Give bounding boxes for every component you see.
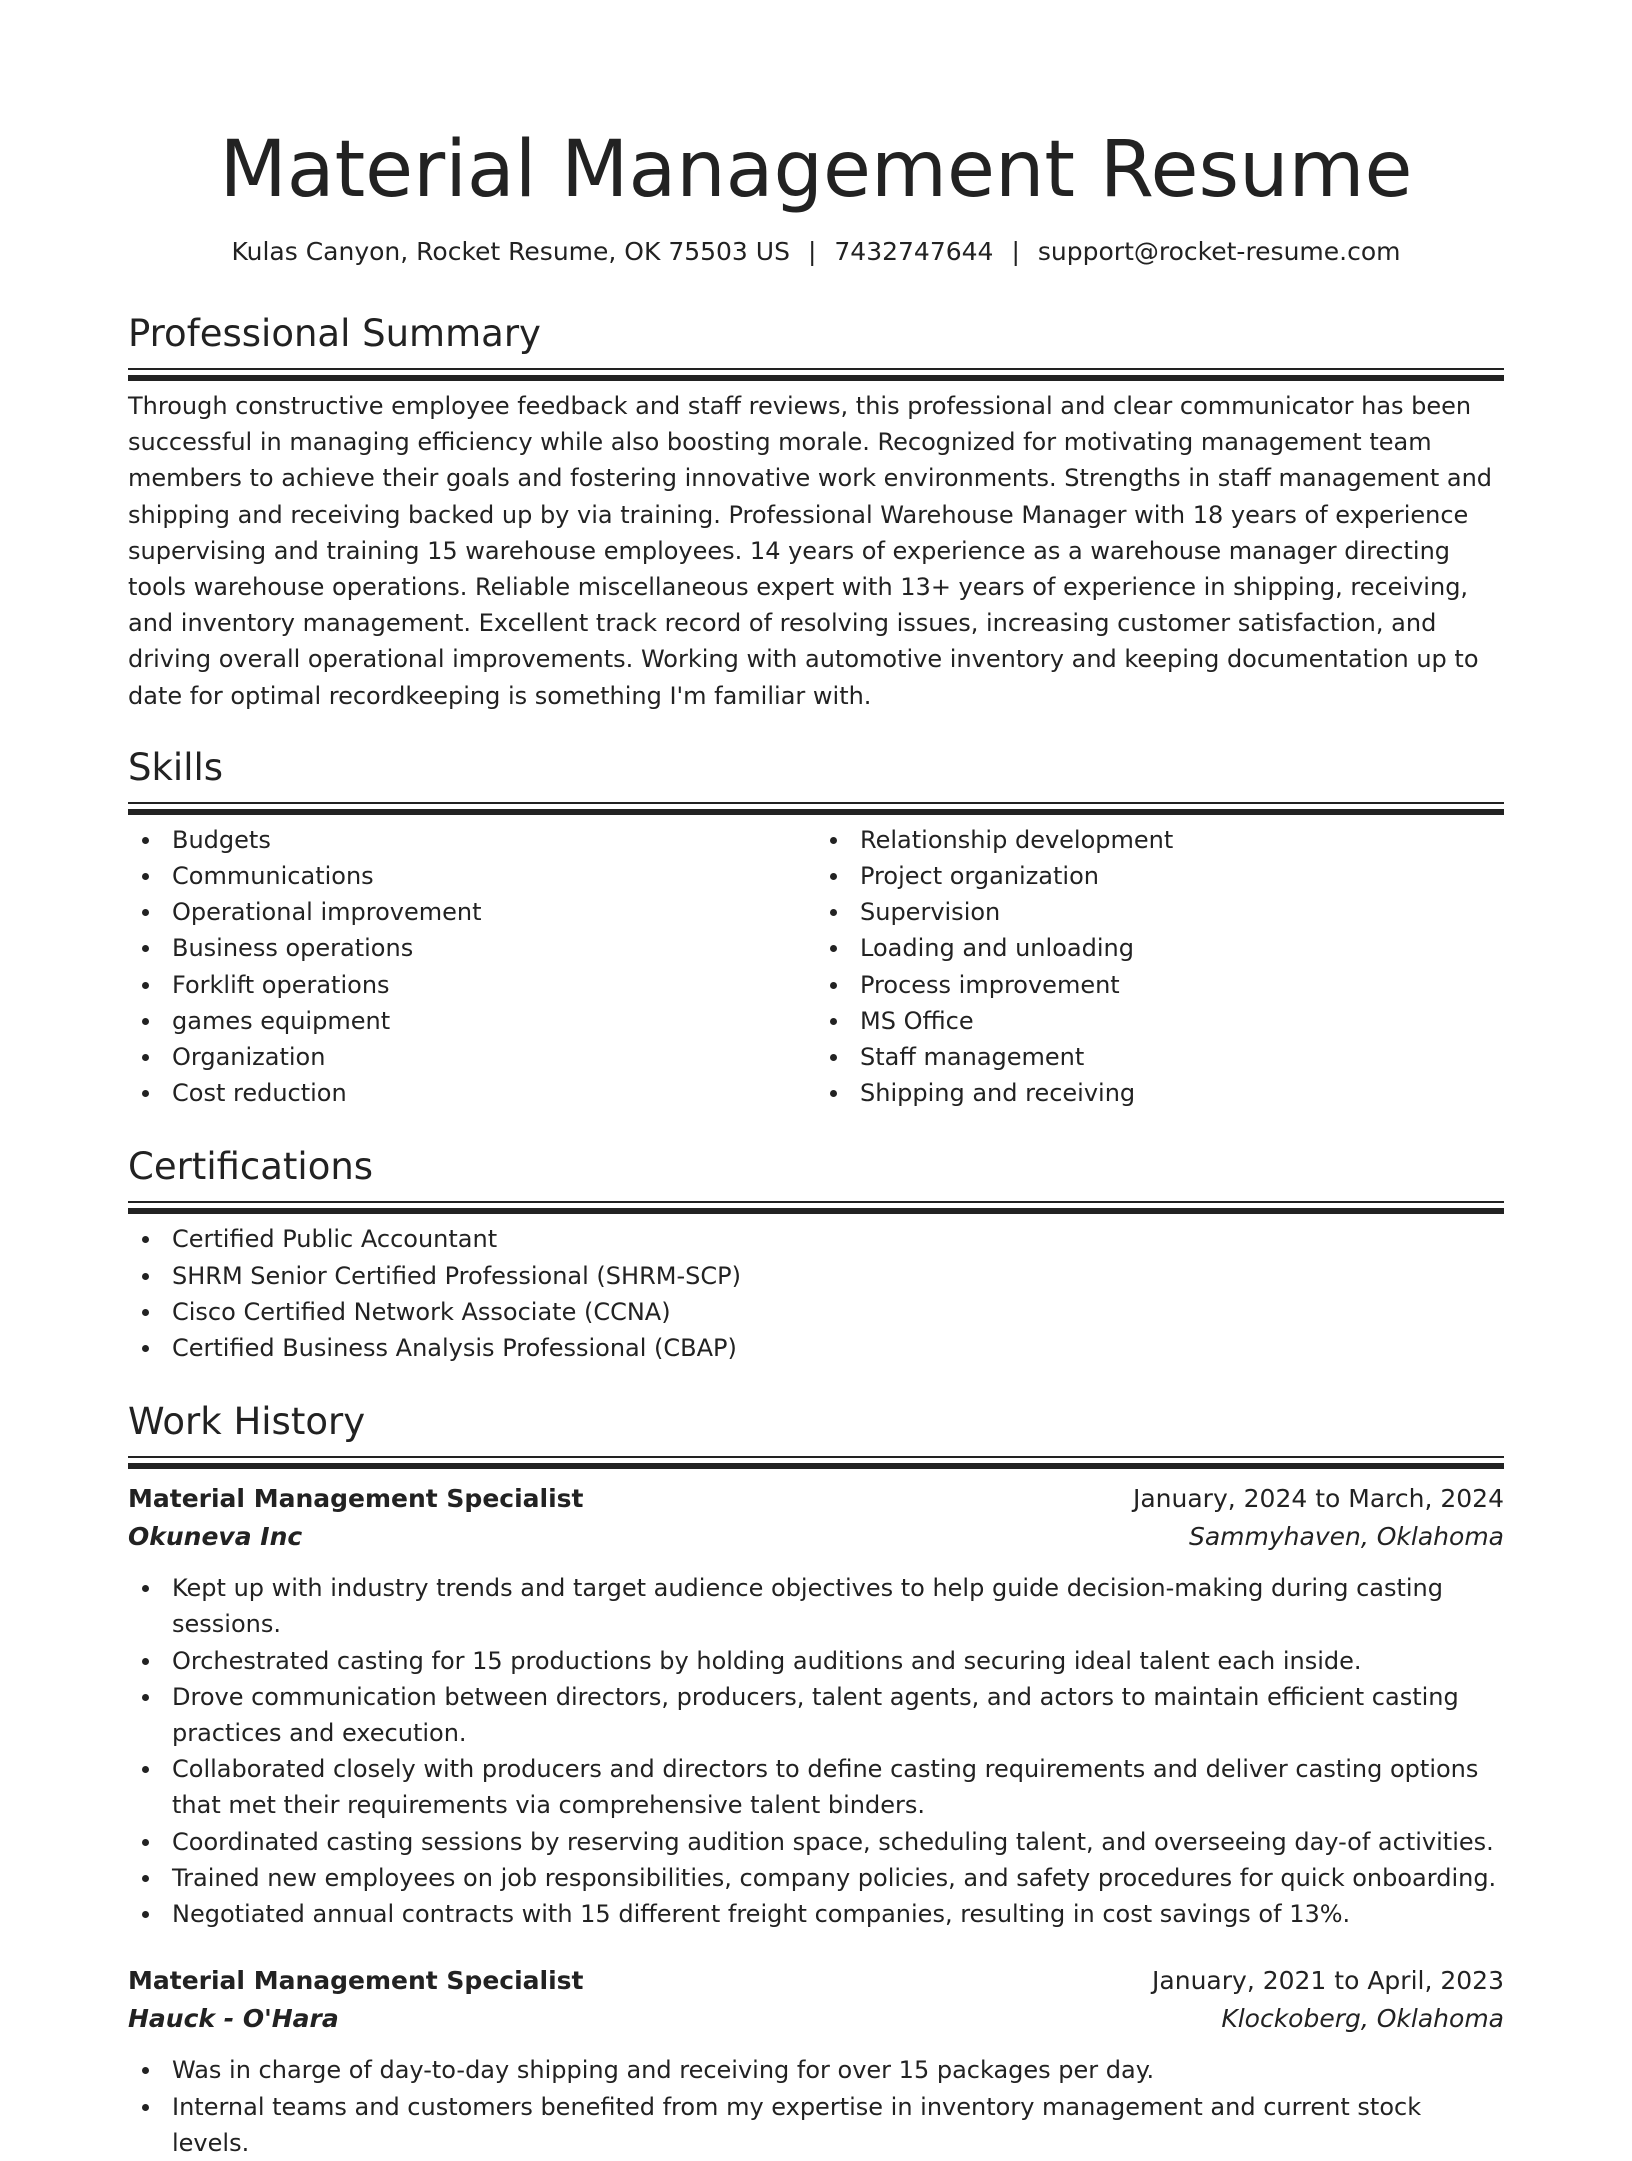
contact-address: Kulas Canyon, Rocket Resume, OK 75503 US	[231, 237, 790, 266]
job-dates: January, 2024 to March, 2024	[1132, 1484, 1504, 1514]
skill-item: Process improvement	[816, 967, 1504, 1003]
section-title-certifications: Certifications	[128, 1145, 374, 1189]
summary-section	[128, 310, 1504, 714]
job-header-row	[128, 1962, 1504, 2000]
resume-title: Material Management Resume	[219, 125, 1413, 215]
job-bullets	[128, 1570, 1504, 1932]
skill-item: games equipment	[128, 1003, 816, 1039]
skill-item: Shipping and receiving	[816, 1075, 1504, 1111]
skill-item: Staff management	[816, 1039, 1504, 1075]
job-title: Material Management Specialist	[128, 1484, 584, 1514]
job-company: Okuneva Inc	[128, 1522, 303, 1552]
job-bullet: Coordinated casting sessions by reserving audition space, scheduling talent, and overseeing day-of activities.	[128, 1824, 1504, 1860]
certifications-section	[128, 1143, 1504, 1366]
skills-section	[128, 744, 1504, 1112]
certification-item: Certified Business Analysis Professional (CBAP)	[128, 1330, 1504, 1366]
work-section	[128, 1398, 1504, 2161]
job-entry	[128, 1962, 1504, 2161]
contact-phone: 7432747644	[834, 237, 994, 266]
section-divider	[128, 1456, 1504, 1466]
job-bullet: Was in charge of day-to-day shipping and receiving for over 15 packages per day.	[128, 2052, 1504, 2088]
job-bullet: Negotiated annual contracts with 15 different freight companies, resulting in cost savings of 13%.	[128, 1896, 1504, 1932]
section-divider	[128, 1201, 1504, 1211]
certification-item: Cisco Certified Network Associate (CCNA)	[128, 1294, 1504, 1330]
job-entry	[128, 1480, 1504, 1932]
skill-item: Loading and unloading	[816, 930, 1504, 966]
skills-grid	[128, 822, 1504, 1112]
section-title-summary: Professional Summary	[128, 312, 541, 355]
job-bullet: Kept up with industry trends and target audience objectives to help guide decision-making during casting sessions.	[128, 1570, 1504, 1642]
contact-separator: |	[1011, 237, 1020, 266]
skill-item: Project organization	[816, 858, 1504, 894]
contact-line	[128, 234, 1504, 270]
job-bullets	[128, 2052, 1504, 2161]
skill-item: Relationship development	[816, 822, 1504, 858]
job-location: Klockoberg, Oklahoma	[1221, 2004, 1504, 2034]
contact-separator: |	[807, 237, 817, 266]
job-title: Material Management Specialist	[128, 1966, 584, 1996]
skills-column-left	[128, 822, 816, 1112]
skill-item: Supervision	[816, 894, 1504, 930]
section-divider	[128, 802, 1504, 812]
job-bullet: Orchestrated casting for 15 productions by holding auditions and securing ideal talent each inside.	[128, 1643, 1504, 1679]
skill-item: Budgets	[128, 822, 816, 858]
section-title-skills: Skills	[128, 745, 224, 789]
certifications-list	[128, 1221, 1504, 1366]
section-divider	[128, 368, 1504, 378]
job-header-row	[128, 1480, 1504, 1518]
contact-email: support@rocket-resume.com	[1037, 237, 1401, 266]
skill-item: Forklift operations	[128, 967, 816, 1003]
skill-item: Communications	[128, 858, 816, 894]
job-bullet: Collaborated closely with producers and directors to define casting requirements and deliver casting options that met their requirements via comprehensive talent binders.	[128, 1751, 1504, 1823]
certification-item: SHRM Senior Certified Professional (SHRM-SCP)	[128, 1258, 1504, 1294]
skill-item: Business operations	[128, 930, 816, 966]
job-company-row	[128, 2000, 1504, 2038]
skills-column-right	[816, 822, 1504, 1112]
skill-item: Cost reduction	[128, 1075, 816, 1111]
job-bullet: Trained new employees on job responsibilities, company policies, and safety procedures for quick onboarding.	[128, 1860, 1504, 1896]
job-company: Hauck - O'Hara	[128, 2004, 339, 2034]
job-company-row	[128, 1518, 1504, 1556]
job-bullet: Internal teams and customers benefited from my expertise in inventory management and current stock levels.	[128, 2089, 1504, 2161]
job-bullet: Drove communication between directors, producers, talent agents, and actors to maintain efficient casting practices and execution.	[128, 1679, 1504, 1751]
section-title-work: Work History	[128, 1400, 366, 1444]
summary-text: Through constructive employee feedback and staff reviews, this professional and clear communicator has been successful in managing efficiency while also boosting morale. Recognized for motivating management team members to achieve their goals and fostering innovative work environments. Strengths in staff management and shipping and receiving backed up by via training. Professional Warehouse Manager with 18 years of experience supervising and training 15 warehouse employees. 14 years of experience as a warehouse manager directing tools warehouse operations. Reliable miscellaneous expert with 13+ years of experience in shipping, receiving, and inventory management. Excellent track record of resolving issues, increasing customer satisfaction, and driving overall operational improvements. Working with automotive inventory and keeping documentation up to date for optimal recordkeeping is something I'm familiar with.	[128, 392, 1493, 710]
job-location: Sammyhaven, Oklahoma	[1188, 1522, 1504, 1552]
job-dates: January, 2021 to April, 2023	[1152, 1966, 1504, 1996]
jobs-list	[128, 1480, 1504, 2161]
skill-item: Organization	[128, 1039, 816, 1075]
skill-item: MS Office	[816, 1003, 1504, 1039]
skill-item: Operational improvement	[128, 894, 816, 930]
certification-item: Certified Public Accountant	[128, 1221, 1504, 1257]
